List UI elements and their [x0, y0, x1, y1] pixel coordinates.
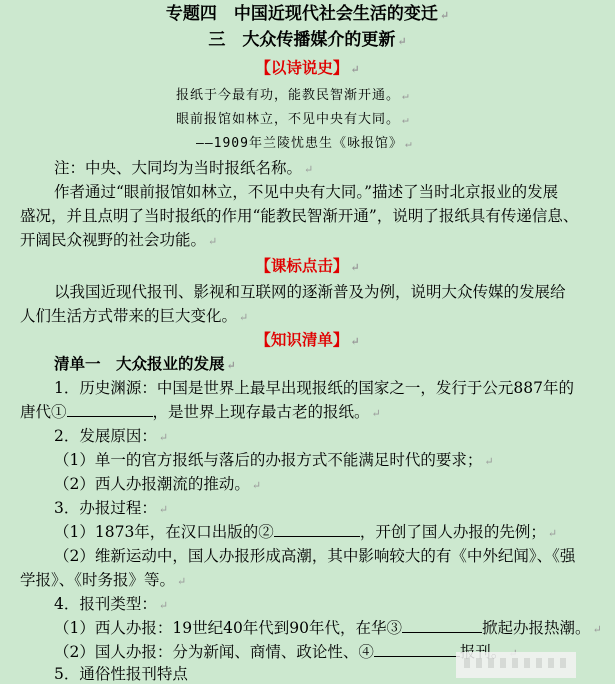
paragraph-mark-icon: ↵ [371, 407, 381, 420]
paragraph-mark-icon: ↵ [158, 599, 169, 612]
standard-line-2 [20, 306, 248, 328]
section-heading-text: 【知识清单】 [255, 330, 349, 349]
item-text: （2）国人办报：分为新闻、商情、政论性、④ [54, 643, 374, 661]
list-title [54, 354, 236, 376]
paragraph-mark-icon: ↵ [350, 63, 360, 76]
item-text: 4．报刊类型： [54, 595, 157, 613]
item-3 [54, 498, 168, 520]
document-subtitle [0, 30, 615, 52]
poem-line-1 [176, 86, 410, 106]
paragraph-mark-icon: ↵ [158, 503, 169, 516]
item-text: ，是世界上现存最古老的报纸。 [152, 403, 370, 421]
poem-text: 眼前报馆如林立，不见中央有大同。 [176, 112, 401, 127]
watermark-texture [464, 658, 568, 668]
item-text: 1．历史渊源：中国是世界上最早出现报纸的国家之一，发行于公元887年的 [54, 379, 574, 397]
analysis-text: 开阔民众视野的社会功能。 [20, 231, 207, 249]
item-text: （2）西人办报潮流的推动。 [54, 475, 250, 493]
item-3-b-line-1 [54, 546, 575, 566]
item-text: （2）维新运动中，国人办报形成高潮，其中影响较大的有《中外纪闻》、《强 [54, 547, 576, 565]
note-line [54, 158, 313, 180]
paragraph-mark-icon: ↵ [402, 113, 410, 126]
item-text: 2．发展原因： [54, 427, 157, 445]
standard-text: 人们生活方式带来的巨大变化。 [20, 307, 238, 325]
item-text: （1）单一的官方报纸与落后的办报方式不能满足时代的要求； [54, 451, 483, 469]
item-1-line-1 [54, 378, 574, 398]
item-text: 掀起办报热潮。 [482, 619, 591, 637]
section-heading-text: 【课标点击】 [255, 256, 349, 275]
item-3-a [54, 522, 557, 544]
poem-source-text: ——1909年兰陵忧患生《咏报馆》 [196, 136, 403, 151]
fill-blank-4[interactable] [374, 642, 460, 657]
note-text: 注：中央、大同均为当时报纸名称。 [54, 159, 303, 177]
fill-blank-2[interactable] [274, 522, 360, 537]
analysis-text: 盛况，并且点明了当时报纸的作用“能教民智渐开通”，说明了报纸具有传递信息、 [20, 207, 579, 225]
paragraph-mark-icon: ↵ [547, 527, 558, 540]
fill-blank-1[interactable] [67, 402, 153, 417]
item-2 [54, 426, 168, 448]
paragraph-mark-icon: ↵ [251, 479, 262, 492]
paragraph-mark-icon: ↵ [177, 575, 187, 588]
paragraph-mark-icon: ↵ [439, 9, 450, 22]
paragraph-mark-icon: ↵ [350, 261, 360, 274]
item-text: 学报》、《时务报》等。 [20, 571, 176, 589]
item-4-a [54, 618, 602, 640]
item-4-b [54, 642, 518, 664]
document-title [0, 4, 615, 26]
analysis-line-1 [54, 182, 558, 202]
paragraph-mark-icon: ↵ [239, 311, 249, 324]
standard-line-1 [54, 282, 566, 302]
item-text: ，开创了国人办报的先例； [359, 523, 546, 541]
section-heading-knowledge [0, 330, 615, 352]
item-text: 3．办报过程： [54, 499, 157, 517]
paragraph-mark-icon: ↵ [404, 137, 413, 150]
standard-text: 以我国近现代报刊、影视和互联网的逐渐普及为例，说明大众传媒的发展给 [54, 283, 566, 301]
item-1-line-2 [20, 402, 381, 424]
paragraph-mark-icon: ↵ [402, 89, 410, 102]
analysis-text: 作者通过“眼前报馆如林立，不见中央有大同。”描述了当时北京报业的发展 [54, 183, 559, 201]
item-text: （1）1873年，在汉口出版的② [54, 523, 274, 541]
paragraph-mark-icon: ↵ [397, 35, 407, 48]
analysis-line-3 [20, 230, 217, 252]
analysis-line-2 [20, 206, 578, 226]
title-text: 专题四 中国近现代社会生活的变迁 [165, 4, 438, 24]
paragraph-mark-icon: ↵ [304, 163, 314, 176]
item-4 [54, 594, 168, 616]
item-text: 唐代① [20, 403, 67, 421]
fill-blank-3[interactable] [402, 618, 482, 633]
section-heading-poem [0, 58, 615, 80]
paragraph-mark-icon: ↵ [208, 235, 218, 248]
paragraph-mark-icon: ↵ [226, 359, 236, 372]
item-text: 5．通俗性报刊特点 [54, 665, 188, 683]
paragraph-mark-icon: ↵ [158, 431, 169, 444]
poem-line-2 [176, 110, 410, 130]
poem-text: 报纸于今最有功，能教民智渐开通。 [176, 88, 401, 103]
paragraph-mark-icon: ↵ [484, 455, 494, 468]
item-5 [54, 664, 188, 684]
poem-source [196, 134, 413, 154]
paragraph-mark-icon: ↵ [350, 335, 360, 348]
item-2-a [54, 450, 494, 472]
subtitle-text: 三 大众传播媒介的更新 [208, 30, 396, 50]
item-3-b-line-2 [20, 570, 186, 592]
section-heading-standard [0, 256, 615, 278]
item-2-b [54, 474, 261, 496]
paragraph-mark-icon: ↵ [592, 623, 602, 636]
list-title-text: 清单一 大众报业的发展 [54, 354, 225, 373]
section-heading-text: 【以诗说史】 [255, 58, 349, 77]
watermark-stamp [456, 652, 576, 678]
item-text: （1）西人办报：19世纪40年代到90年代，在华③ [54, 619, 403, 637]
